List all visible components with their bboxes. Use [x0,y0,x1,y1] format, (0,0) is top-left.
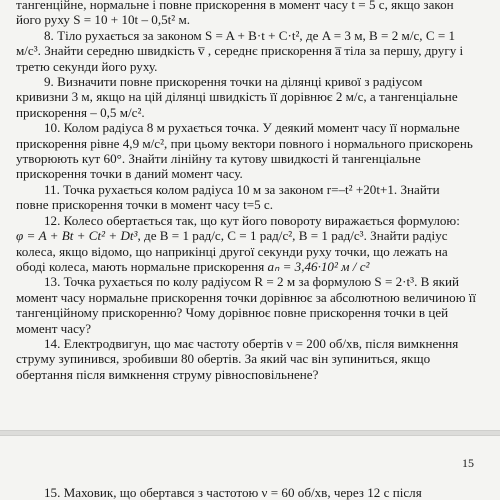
page-text [16,0,488,382]
text-line: струму зупинився, зробивши 80 обертів. За який час він зупиниться, якщо [16,351,431,367]
text-line: повне прискорення точки в момент часу t=5 с. [16,197,274,213]
problem-12: 12. Колесо обертається так, що кут його повороту виражається формулою: [44,212,460,228]
rotation-formula: φ = A + Bt + Ct² + Dt³ [16,228,138,244]
text-line: прискорення – 0,5 м/с². [16,104,145,120]
text-line: третю секунди його руху. [16,58,158,74]
text-line: м/с³. Знайти середню швидкість v̅ , середнє прискорення a̅ тіла за першу, другу і [16,43,464,59]
next-page-line: 15. Маховик, що обертався з частотою ν = 60 об/хв, через 12 с після [44,485,422,500]
text-line: тангенційне, нормальне і повне прискорення в момент часу t = 5 c, якщо закон [16,0,454,12]
problem-14: 14. Електродвигун, що має частоту обертів ν = 200 об/хв, після вимкнення [44,335,459,351]
problem-10: 10. Колом радіуса 8 м рухається точка. У деякий момент часу її нормальне [44,120,460,136]
text-line: колеса, якщо відомо, що наприкінці другої секунди руху точки, що лежать на [16,243,448,259]
text-line: прискорення рівне 4,9 м/с², при цьому вектори повного і нормального прискорень [16,135,473,151]
text-line [16,228,488,243]
text-line: його руху S = 10 + 10t – 0,5t² м. [16,12,191,28]
page-number: 15 [462,456,474,470]
text-line: обертання після вимкнення струму рівносповільнене? [16,366,319,382]
formula-params: , де B = 1 рад/с, C = 1 рад/с², B = 1 рад/с³. Знайти радіус [137,228,448,244]
text-line [16,259,488,274]
text-line: утворюють кут 60°. Знайти лінійну та кутову швидкості й тангенціальне [16,151,421,167]
problem-15 [16,485,488,500]
acceleration-formula: aₙ = 3,46·10² м / с² [267,258,370,274]
problem-8: 8. Тіло рухається за законом S = A + B·t + C·t², де A = 3 м, B = 2 м/с, C = 1 [44,27,456,43]
text-line: прискорення точки в даний момент часу. [16,166,243,182]
text-line: тангенційному прискоренню? Чому дорівнює повне прискорення точки в цей [16,305,449,321]
problem-13: 13. Точка рухається по колу радіусом R = 2 м за формулою S = 2·t³. В який [44,274,460,290]
text-line: кривизни 3 м, якщо на цій ділянці швидкість її дорівнює 2 м/с, а тангенціальне [16,89,458,105]
text-line: момент часу? [16,320,92,336]
problem-11: 11. Точка рухається колом радіуса 10 м за законом r=–t² +20t+1. Знайти [44,181,440,197]
page-break [0,430,500,436]
problem-9: 9. Визначити повне прискорення точки на ділянці кривої з радіусом [44,74,423,90]
text-line: момент часу нормальне прискорення точки дорівнює за абсолютною величиною її [16,289,477,305]
text-fragment: ободі колеса, мають нормальне прискорення [16,258,265,274]
